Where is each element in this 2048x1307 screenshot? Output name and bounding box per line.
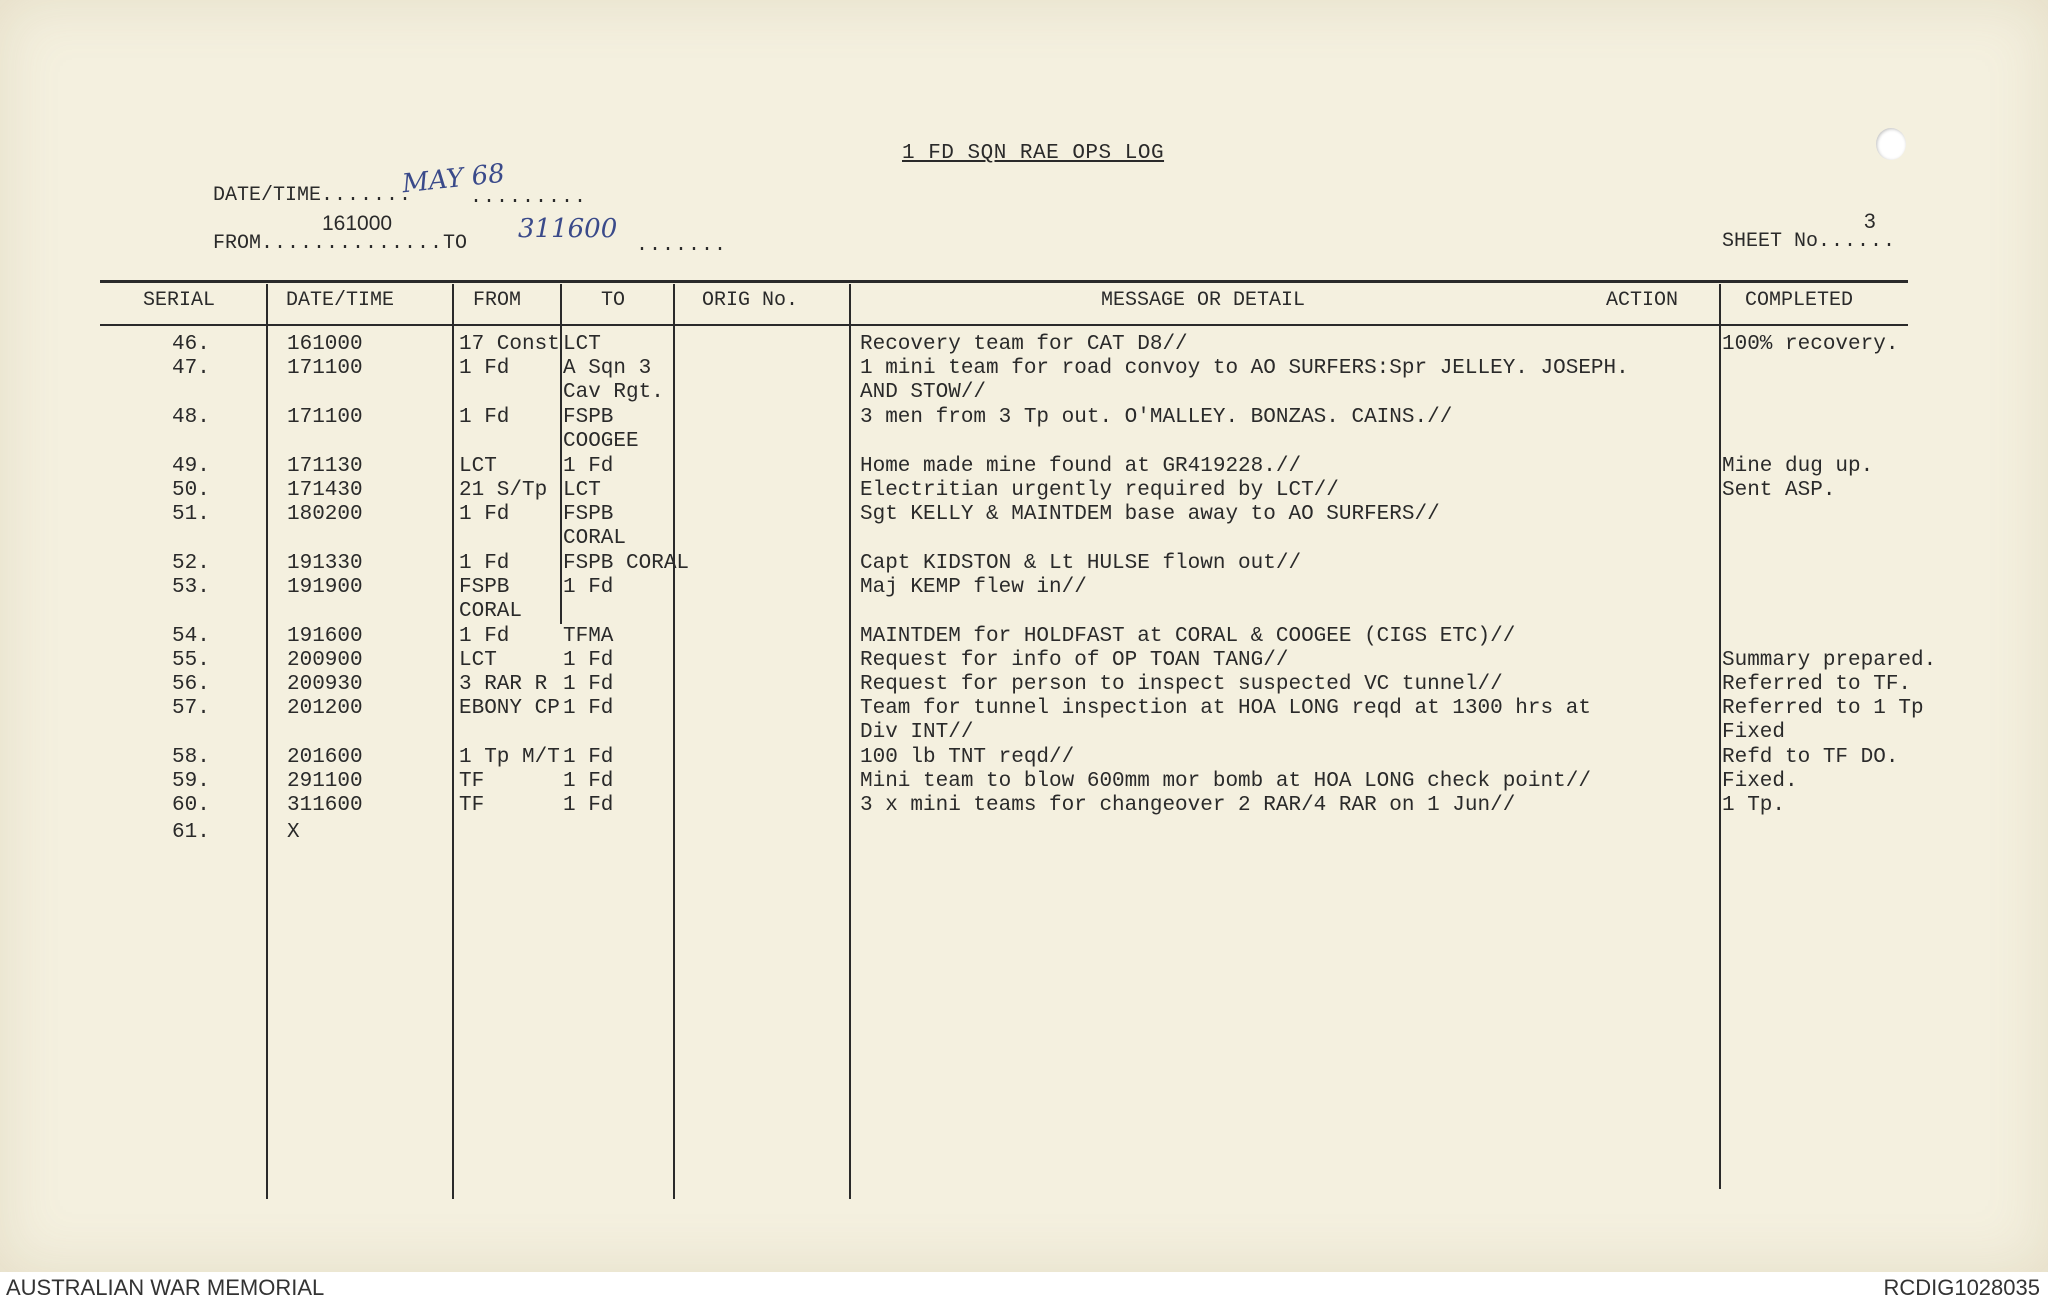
from-cell: 21 S/Tp (459, 479, 548, 502)
col-divider-6 (1719, 284, 1721, 1189)
message-cell: Team for tunnel inspection at HOA LONG reqd at 1300 hrs at (860, 697, 1591, 720)
date-time-label: DATE/TIME (213, 184, 322, 207)
date-time-cell: 171100 (287, 357, 363, 380)
to-cell: 1 Fd (563, 770, 614, 793)
completed-cell: Fixed. (1722, 770, 1798, 793)
to-cell: 1 Fd (563, 673, 614, 696)
to-label: TO (443, 232, 468, 255)
to-cell: COOGEE (563, 430, 639, 453)
to-cell: 1 Fd (563, 794, 614, 817)
serial-cell: 52. (172, 552, 210, 575)
serial-cell: 46. (172, 333, 210, 356)
from-cell: TF (459, 770, 485, 793)
to-cell: A Sqn 3 (563, 357, 652, 380)
from-cell: FSPB (459, 576, 510, 599)
message-cell: 100 lb TNT reqd// (860, 746, 1075, 769)
message-cell: Electritian urgently required by LCT// (860, 479, 1339, 502)
col-divider-4 (673, 284, 675, 1199)
completed-cell: Fixed (1722, 721, 1786, 744)
message-cell: Div INT// (860, 721, 974, 744)
to-cell: 1 Fd (563, 455, 614, 478)
serial-cell: 60. (172, 794, 210, 817)
message-cell: AND STOW// (860, 381, 987, 404)
date-time-cell: 191900 (287, 576, 363, 599)
date-time-cell: 191600 (287, 625, 363, 648)
to-cell: TFMA (563, 625, 614, 648)
col-date-time: DATE/TIME (286, 289, 395, 312)
to-cell: FSPB (563, 406, 614, 429)
completed-cell: Summary prepared. (1722, 649, 1937, 672)
serial-cell: 54. (172, 625, 210, 648)
to-cell: CORAL (563, 527, 627, 550)
to-cell: FSPB CORAL (563, 552, 690, 575)
message-cell: 3 men from 3 Tp out. O'MALLEY. BONZAS. CAINS.// (860, 406, 1453, 429)
sheet-line: SHEET No...... (1722, 230, 1897, 253)
col-from: FROM (473, 289, 522, 312)
message-cell: 1 mini team for road convoy to AO SURFERS:Spr JELLEY. JOSEPH. (860, 357, 1629, 380)
archive-name: AUSTRALIAN WAR MEMORIAL (6, 1275, 325, 1300)
message-cell: Mini team to blow 600mm mor bomb at HOA LONG check point// (860, 770, 1591, 793)
date-time-cell: 201200 (287, 697, 363, 720)
to-cell: 1 Fd (563, 746, 614, 769)
from-cell: 1 Fd (459, 503, 510, 526)
message-cell: Sgt KELLY & MAINTDEM base away to AO SURFERS// (860, 503, 1440, 526)
from-cell: 17 Const (459, 333, 560, 356)
completed-cell: 100% recovery. (1722, 333, 1899, 356)
serial-cell: 50. (172, 479, 210, 502)
message-cell: 3 x mini teams for changeover 2 RAR/4 RAR on 1 Jun// (860, 794, 1516, 817)
serial-cell: 49. (172, 455, 210, 478)
to-cell: Cav Rgt. (563, 381, 664, 404)
message-cell: MAINTDEM for HOLDFAST at CORAL & COOGEE (CIGS ETC)// (860, 625, 1516, 648)
date-time-cell: 171100 (287, 406, 363, 429)
from-cell: TF (459, 794, 485, 817)
col-divider-2 (452, 284, 454, 1199)
date-time-cell: 201600 (287, 746, 363, 769)
to-cell: 1 Fd (563, 649, 614, 672)
serial-cell: 58. (172, 746, 210, 769)
completed-cell: Refd to TF DO. (1722, 746, 1899, 769)
serial-cell: 55. (172, 649, 210, 672)
log-title: 1 FD SQN RAE OPS LOG (902, 142, 1165, 165)
date-time-cell: 161000 (287, 333, 363, 356)
serial-cell: 47. (172, 357, 210, 380)
punch-hole (1876, 128, 1906, 160)
serial-cell: 57. (172, 697, 210, 720)
table-top-rule (100, 280, 1908, 283)
completed-cell: Mine dug up. (1722, 455, 1874, 478)
col-serial: SERIAL (143, 289, 216, 312)
from-cell: 1 Tp M/T (459, 746, 560, 769)
from-cell: 1 Fd (459, 406, 510, 429)
col-message: MESSAGE OR DETAIL (1101, 289, 1306, 312)
to-cell: FSPB (563, 503, 614, 526)
col-action: ACTION (1606, 289, 1679, 312)
from-line: FROM..............TO (213, 232, 468, 255)
from-cell: 1 Fd (459, 357, 510, 380)
to-dots: ....... (636, 234, 728, 257)
message-cell: Home made mine found at GR419228.// (860, 455, 1302, 478)
col-divider-5 (849, 284, 851, 1199)
sheet-value: 3 (1864, 210, 1876, 233)
from-label: FROM (213, 232, 262, 255)
to-cell: 1 Fd (563, 697, 614, 720)
to-value: 311600 (518, 214, 618, 244)
date-time-cell: 171430 (287, 479, 363, 502)
date-time-cell: X (287, 821, 300, 844)
from-cell: 3 RAR R (459, 673, 548, 696)
col-orig-no: ORIG No. (702, 289, 799, 312)
sheet-label: SHEET No (1722, 230, 1819, 253)
date-time-cell: 200900 (287, 649, 363, 672)
message-cell: Request for person to inspect suspected VC tunnel// (860, 673, 1503, 696)
col-to: TO (601, 289, 626, 312)
completed-cell: 1 Tp. (1722, 794, 1786, 817)
completed-cell: Sent ASP. (1722, 479, 1836, 502)
completed-cell: Referred to 1 Tp (1722, 697, 1924, 720)
date-time-line: DATE/TIME....... (213, 184, 413, 207)
date-time-cell: 180200 (287, 503, 363, 526)
completed-cell: Referred to TF. (1722, 673, 1912, 696)
col-divider-1 (266, 284, 268, 1199)
table-header-rule (100, 324, 1908, 326)
from-cell: EBONY CP (459, 697, 560, 720)
serial-cell: 61. (172, 821, 210, 844)
record-id: RCDIG1028035 (1883, 1275, 2040, 1300)
message-cell: Capt KIDSTON & Lt HULSE flown out// (860, 552, 1302, 575)
from-cell: LCT (459, 649, 497, 672)
date-time-cell: 191330 (287, 552, 363, 575)
to-cell: LCT (563, 333, 601, 356)
from-cell: CORAL (459, 600, 523, 623)
serial-cell: 48. (172, 406, 210, 429)
serial-cell: 56. (172, 673, 210, 696)
serial-cell: 59. (172, 770, 210, 793)
to-cell: 1 Fd (563, 576, 614, 599)
serial-cell: 53. (172, 576, 210, 599)
date-time-cell: 311600 (287, 794, 363, 817)
date-time-value: MAY 68 (400, 158, 507, 200)
message-cell: Request for info of OP TOAN TANG// (860, 649, 1289, 672)
to-cell: LCT (563, 479, 601, 502)
serial-cell: 51. (172, 503, 210, 526)
date-time-cell: 171130 (287, 455, 363, 478)
date-time-cell: 291100 (287, 770, 363, 793)
from-value: 161000 (322, 212, 393, 235)
col-completed: COMPLETED (1745, 289, 1854, 312)
col-divider-3 (560, 284, 562, 624)
from-cell: LCT (459, 455, 497, 478)
message-cell: Recovery team for CAT D8// (860, 333, 1188, 356)
date-time-cell: 200930 (287, 673, 363, 696)
message-cell: Maj KEMP flew in// (860, 576, 1087, 599)
date-time-dots: ......... (470, 186, 588, 209)
from-cell: 1 Fd (459, 552, 510, 575)
from-cell: 1 Fd (459, 625, 510, 648)
